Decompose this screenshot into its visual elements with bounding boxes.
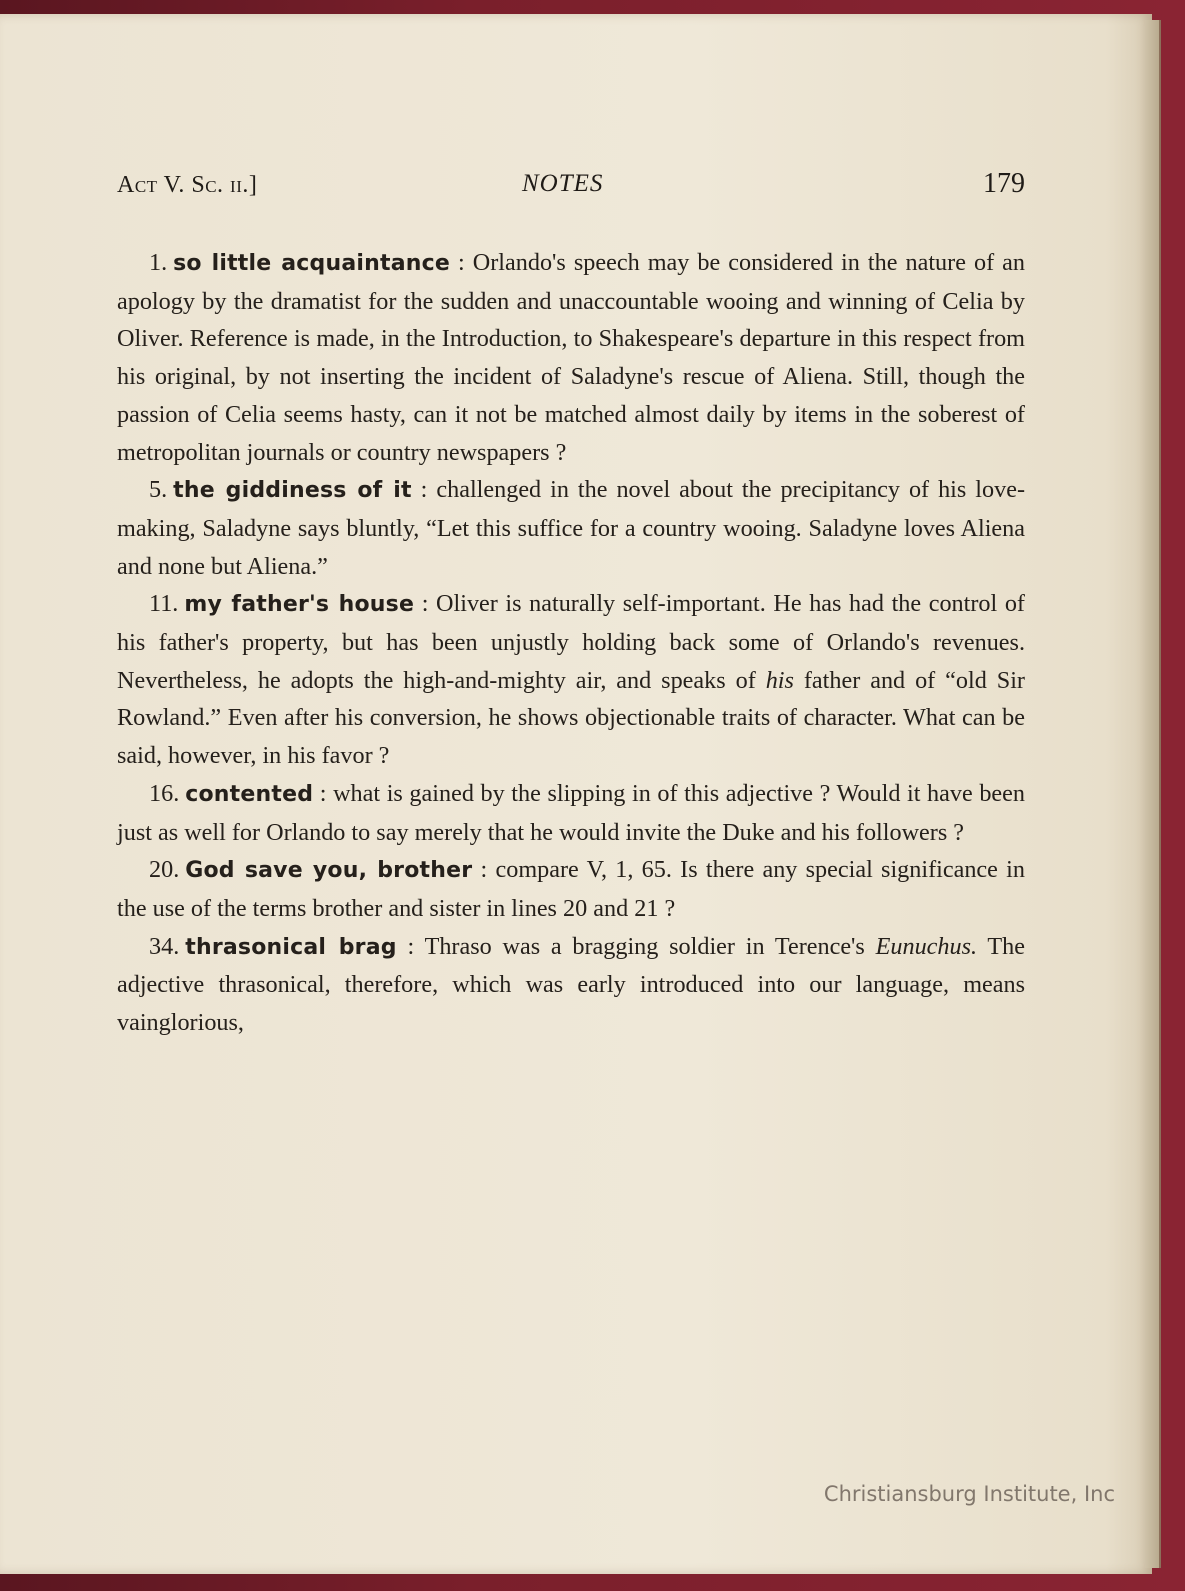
note-paragraph [117, 244, 1025, 471]
page-number: 179 [983, 168, 1025, 199]
note-text: Oliver is naturally self-important. He has had the control of his father's property, but has been unjustly holding back some of Orlando's revenues. Nevertheless, he adopts the high-and-mighty air, and speaks of [117, 590, 1025, 694]
note-line-number: 16. [149, 779, 180, 807]
note-lemma: my father's house [184, 592, 415, 618]
notes-body [117, 244, 1025, 1042]
running-header [117, 168, 1025, 208]
note-italic-text: Eunuchus. [875, 932, 978, 960]
note-paragraph [117, 851, 1025, 927]
note-text: The adjective thrasonical, therefore, which was early introduced into our language, means vainglorious, [117, 932, 1025, 1037]
note-line-number: 5. [149, 476, 168, 504]
note-separator: : [449, 249, 473, 276]
page-edge [1145, 20, 1161, 1568]
running-head-title: NOTES [522, 170, 604, 197]
note-lemma: thrasonical brag [185, 934, 397, 960]
note-paragraph [117, 928, 1025, 1042]
note-paragraph [117, 775, 1025, 851]
running-head-act-scene: Act V. Sc. ii.] [117, 172, 258, 198]
note-separator: : [396, 932, 425, 960]
note-text: compare V, 1, 65. Is there any special significance in the use of the terms brother and sister in lines 20 and 21 ? [117, 856, 1025, 922]
note-separator: : [414, 590, 437, 618]
note-lemma: contented [185, 781, 314, 807]
note-italic-text: his [765, 666, 794, 694]
note-separator: : [472, 856, 496, 884]
note-separator: : [313, 779, 334, 807]
note-text: challenged in the novel about the precipitancy of his love-making, Saladyne says bluntly, “Let this suffice for a country wooing. Saladyne loves Aliena and none but Aliena.” [117, 476, 1025, 580]
note-lemma: so little acquaintance [173, 251, 450, 276]
note-line-number: 20. [149, 856, 180, 884]
note-lemma: the giddiness of it [173, 478, 412, 504]
note-line-number: 1. [149, 249, 168, 276]
note-text: Thraso was a bragging soldier in Terence's [424, 932, 876, 960]
note-line-number: 11. [149, 590, 179, 618]
note-paragraph [117, 585, 1025, 775]
note-separator: : [411, 476, 437, 504]
note-paragraph [117, 471, 1025, 585]
note-lemma: God save you, brother [185, 858, 473, 884]
note-text: Orlando's speech may be considered in the nature of an apology by the dramatist for the sudden and unaccountable wooing and winning of Celia by Oliver. Reference is made, in the Introduction, to Shakespeare's departure in this respect from his original, by not inserting the incident of Saladyne's rescue of Aliena. Still, though the passion of Celia seems hasty, can it not be matched almost daily by items in the soberest of metropolitan journals or country newspapers ? [117, 249, 1025, 466]
note-text: what is gained by the slipping in of this adjective ? Would it have been just as well for Orlando to say merely that he would invite the Duke and his followers ? [117, 779, 1025, 846]
note-text: father and of “old Sir Rowland.” Even after his conversion, he shows objectionable traits of character. What can be said, however, in his favor ? [117, 666, 1025, 770]
watermark: Christiansburg Institute, Inc [823, 1482, 1115, 1506]
note-line-number: 34. [149, 932, 180, 960]
